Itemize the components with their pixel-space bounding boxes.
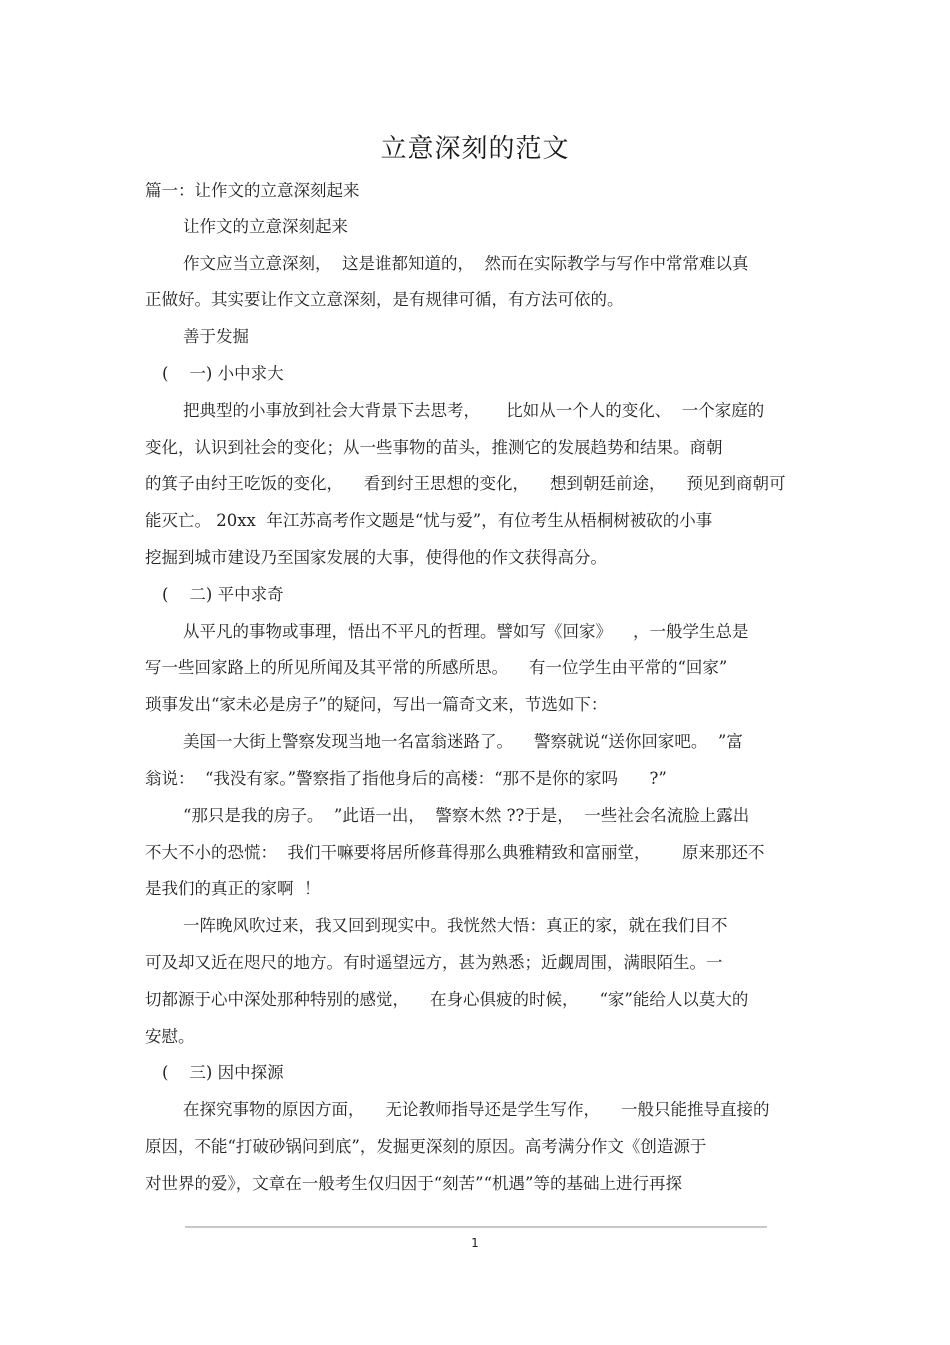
paragraph-line: 美国一大街上警察发现当地一名富翁迷路了。 警察就说“送你回家吧。 ”富 (183, 732, 743, 751)
paragraph-line: 一阵晚风吹过来，我又回到现实中。我恍然大悟：真正的家，就在我们目不 (183, 916, 728, 935)
paragraph-line: 正做好。其实要让作文立意深刻，是有规律可循，有方法可依的。 (145, 290, 624, 309)
paragraph-line: 是我们的真正的家啊 ！ (145, 879, 321, 898)
paragraph-line: 不大不小的恐慌： 我们干嘛要将居所修葺得那么典雅精致和富丽堂， 原来那还不 (145, 843, 765, 862)
page-number: 1 (471, 1236, 479, 1250)
paragraph-line: “那只是我的房子。 ”此语一出， 警察木然 ??于是， 一些社会名流脸上露出 (183, 806, 750, 825)
subheading: 善于发掘 (183, 327, 249, 346)
subsection-heading: ( 一) 小中求大 (162, 364, 284, 383)
paragraph-line: 挖掘到城市建设乃至国家发展的大事，使得他的作文获得高分。 (145, 548, 607, 567)
paragraph-line: 能灭亡。 20xx 年江苏高考作文题是“忧与爱”，有位考生从梧桐树被砍的小事 (145, 511, 713, 530)
paragraph-line: 的箕子由纣王吃饭的变化， 看到纣王思想的变化， 想到朝廷前途， 预见到商朝可 (145, 474, 786, 493)
paragraph-line: 作文应当立意深刻， 这是谁都知道的， 然而在实际教学与写作中常常难以真 (183, 254, 749, 273)
paragraph-line: 变化，认识到社会的变化；从一些事物的苗头，推测它的发展趋势和结果。商朝 (145, 438, 723, 457)
paragraph-line: 写一些回家路上的所见所闻及其平常的所感所思。 有一位学生由平常的“回家” (145, 658, 728, 677)
paragraph-line: 原因，不能“打破砂锅问到底”，发掘更深刻的原因。高考满分作文《创造源于 (145, 1137, 707, 1156)
section-heading: 篇一：让作文的立意深刻起来 (145, 181, 360, 200)
paragraph-line: 翁说： “我没有家。”警察指了指他身后的高楼：“那不是你的家吗 ?” (145, 769, 667, 788)
subsection-heading: ( 二) 平中求奇 (162, 585, 284, 604)
paragraph-line: 在探究事物的原因方面， 无论教师指导还是学生写作， 一般只能推导直接的 (183, 1100, 770, 1119)
paragraph-line: 切都源于心中深处那种特别的感觉， 在身心俱疲的时候， “家”能给人以莫大的 (145, 990, 749, 1009)
paragraph-line: 可及却又近在咫尺的地方。有时遥望远方，甚为熟悉；近觑周围，满眼陌生。一 (145, 953, 723, 972)
footer-divider (185, 1226, 767, 1228)
paragraph-line: 安慰。 (145, 1027, 195, 1046)
paragraph-line: 从平凡的事物或事理，悟出不平凡的哲理。譬如写《回家》 ，一般学生总是 (183, 622, 749, 641)
subsection-heading: ( 三) 因中探源 (162, 1063, 284, 1082)
document-title: 立意深刻的范文 (380, 134, 570, 164)
paragraph-line: 把典型的小事放到社会大背景下去思考， 比如从一个人的变化、 一个家庭的 (183, 401, 765, 420)
subheading: 让作文的立意深刻起来 (183, 217, 348, 236)
paragraph-line: 琐事发出“家未必是房子”的疑问，写出一篇奇文来，节选如下： (145, 695, 608, 714)
paragraph-line: 对世界的爱》，文章在一般考生仅归因于“刻苦”“机遇”等的基础上进行再探 (145, 1174, 682, 1193)
